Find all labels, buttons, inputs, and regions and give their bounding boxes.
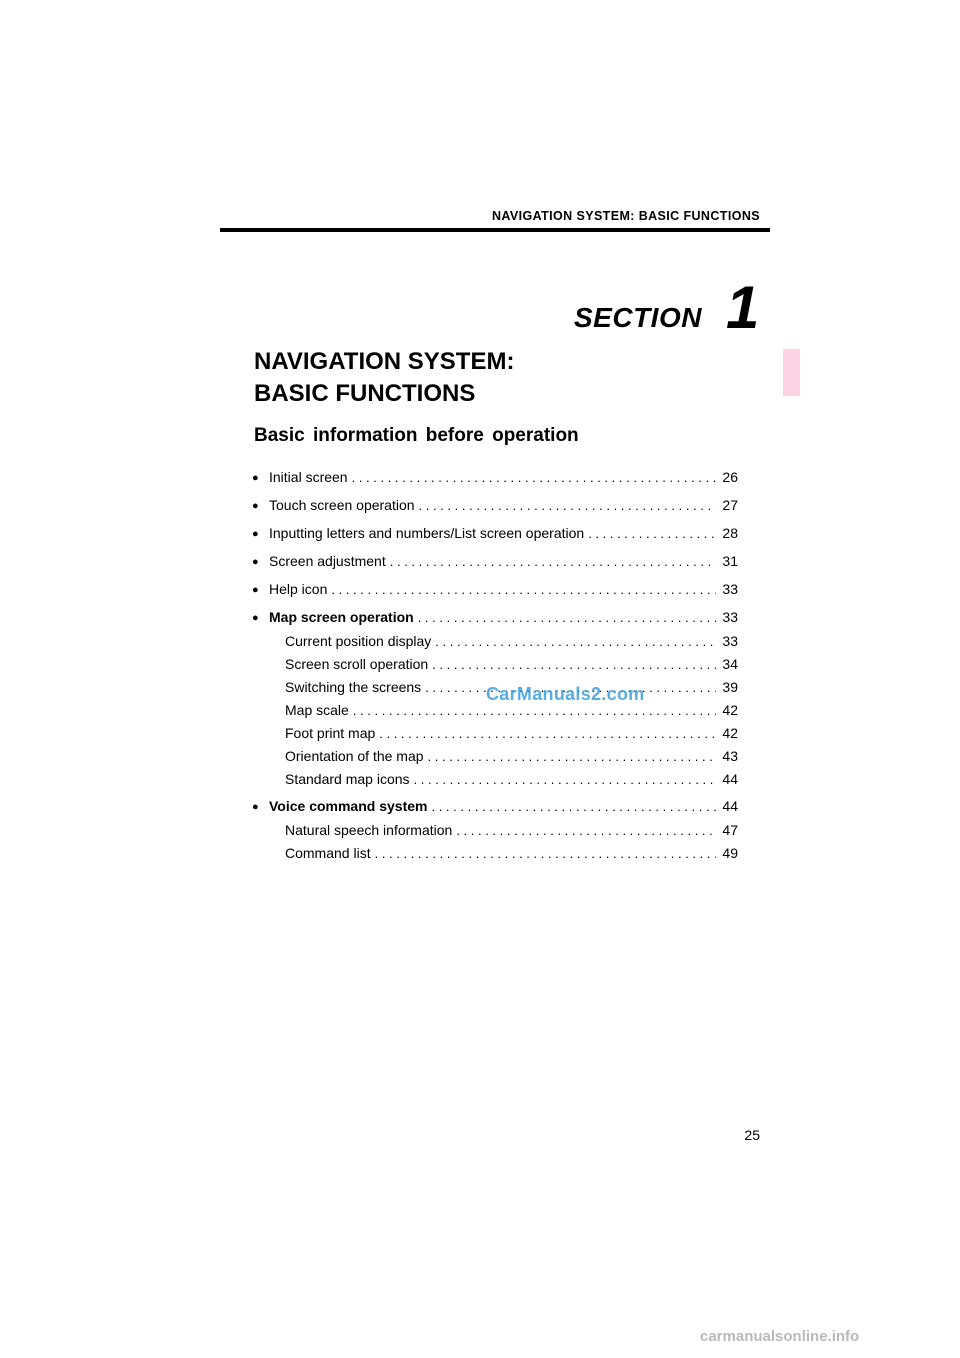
subheading: Basic information before operation (254, 425, 579, 446)
dot-leader (432, 654, 716, 676)
toc-label: Screen scroll operation (285, 656, 429, 672)
toc-page-number: 44 (722, 771, 738, 787)
toc-label: Switching the screens (285, 679, 422, 695)
dot-leader (375, 843, 716, 865)
toc-page-number: 47 (722, 822, 738, 838)
dot-leader (352, 467, 716, 489)
toc-label: Voice command system (269, 798, 428, 814)
dot-leader (390, 551, 716, 573)
toc-page-number: 28 (722, 525, 738, 541)
toc-subitem-foot-print-map[interactable] (252, 722, 738, 745)
toc-label: Foot print map (285, 725, 376, 741)
toc-page-number: 33 (722, 581, 738, 597)
toc-label: Help icon (269, 581, 328, 597)
dot-leader (456, 820, 716, 842)
bullet-icon: ● (252, 612, 259, 624)
bullet-icon: ● (252, 500, 259, 512)
toc-subitem-current-position-display[interactable] (252, 630, 738, 653)
toc-page-number: 27 (722, 497, 738, 513)
dot-leader (379, 723, 716, 745)
toc-label: Command list (285, 845, 371, 861)
toc-label: Map screen operation (269, 609, 414, 625)
footer-watermark: carmanualsonline.info (700, 1328, 860, 1345)
toc-label: Map scale (285, 702, 349, 718)
toc-item-voice-command-system[interactable] (252, 795, 738, 819)
dot-leader (418, 607, 716, 629)
toc-subitem-orientation-of-the-map[interactable] (252, 745, 738, 768)
dot-leader (419, 495, 716, 517)
toc-page-number: 33 (722, 609, 738, 625)
dot-leader (428, 746, 716, 768)
toc-item-screen-adjustment[interactable] (252, 550, 738, 574)
toc-page-number: 42 (722, 702, 738, 718)
chapter-title-line-2: BASIC FUNCTIONS (254, 380, 476, 407)
chapter-title-line-1: NAVIGATION SYSTEM: (254, 348, 515, 375)
toc-label: Natural speech information (285, 822, 453, 838)
toc-page-number: 39 (722, 679, 738, 695)
section-word: SECTION (574, 302, 702, 333)
header-rule (220, 228, 770, 232)
toc-page-number: 49 (722, 845, 738, 861)
bullet-icon: ● (252, 472, 259, 484)
toc-item-initial-screen[interactable] (252, 466, 738, 490)
toc-subitem-standard-map-icons[interactable] (252, 768, 738, 791)
bullet-icon: ● (252, 528, 259, 540)
toc-page-number: 33 (722, 633, 738, 649)
toc-item-help-icon[interactable] (252, 578, 738, 602)
toc-label: Screen adjustment (269, 553, 386, 569)
toc-label: Initial screen (269, 469, 348, 485)
dot-leader (414, 769, 716, 791)
bullet-icon: ● (252, 801, 259, 813)
toc-page-number: 44 (722, 798, 738, 814)
toc-label: Current position display (285, 633, 432, 649)
bullet-icon: ● (252, 556, 259, 568)
dot-leader (431, 796, 716, 818)
toc-item-inputting-letters[interactable] (252, 522, 738, 546)
bullet-icon: ● (252, 584, 259, 596)
dot-leader (331, 579, 716, 601)
toc-label: Orientation of the map (285, 748, 424, 764)
toc-label: Touch screen operation (269, 497, 415, 513)
toc-page-number: 26 (722, 469, 738, 485)
watermark: CarManuals2.com (486, 684, 645, 704)
toc-item-touch-screen-operation[interactable] (252, 494, 738, 518)
toc-page-number: 34 (722, 656, 738, 672)
running-header: NAVIGATION SYSTEM: BASIC FUNCTIONS (491, 209, 760, 223)
table-of-contents (252, 462, 738, 865)
toc-page-number: 31 (722, 553, 738, 569)
page-number: 25 (744, 1127, 760, 1143)
section-tab-marker (783, 349, 800, 396)
dot-leader (588, 523, 716, 545)
dot-leader (435, 631, 716, 653)
toc-subitem-screen-scroll-operation[interactable] (252, 653, 738, 676)
toc-subitem-command-list[interactable] (252, 842, 738, 865)
toc-page-number: 42 (722, 725, 738, 741)
chapter-title (254, 346, 514, 410)
toc-page-number: 43 (722, 748, 738, 764)
toc-subitem-natural-speech-information[interactable] (252, 819, 738, 842)
toc-item-map-screen-operation[interactable] (252, 606, 738, 630)
section-number: 1 (726, 274, 760, 341)
toc-label: Standard map icons (285, 771, 410, 787)
section-heading (560, 274, 760, 341)
toc-label: Inputting letters and numbers/List screen operation (269, 525, 585, 541)
